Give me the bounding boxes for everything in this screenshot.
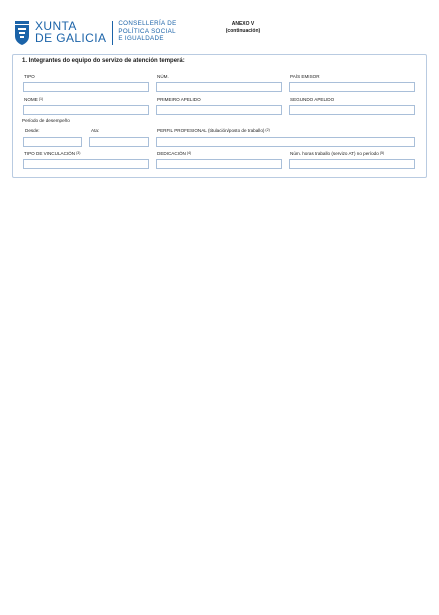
dedicacion-label: [157, 151, 191, 156]
pais-emisor-label: PAÍS EMISOR: [290, 74, 320, 79]
nome-label-text: NOME: [24, 97, 38, 102]
xunta-line-2: DE GALICIA: [35, 31, 107, 45]
conselleria-line-1: CONSELLERÍA DE: [118, 20, 177, 27]
xunta-logo: [14, 20, 177, 45]
team-members-section: [12, 54, 427, 178]
tipo-vinculacion-note: (3): [76, 151, 81, 155]
tipo-vinculacion-field[interactable]: [23, 159, 149, 169]
horas-field[interactable]: [289, 159, 415, 169]
segundo-apelido-field[interactable]: [289, 105, 415, 115]
perfil-field[interactable]: [156, 137, 415, 147]
dedicacion-text: DEDICACIÓN: [157, 151, 186, 156]
primeiro-apelido-field[interactable]: [156, 105, 282, 115]
desde-label: Desde:: [25, 128, 40, 133]
annex-subtitle: (continuación): [225, 28, 261, 34]
dedicacion-note: (4): [186, 151, 192, 155]
ata-label: Ata:: [91, 128, 100, 133]
tipo-vinculacion-text: TIPO DE VINCULACIÓN: [24, 151, 76, 156]
xunta-line-1: XUNTA: [35, 19, 77, 33]
horas-text: Núm. horas traballo (servizo AT) no período: [290, 151, 379, 156]
desde-field[interactable]: [23, 137, 82, 147]
nome-field[interactable]: [23, 105, 149, 115]
nome-note: (1): [38, 97, 44, 101]
annex-title: ANEXO V: [231, 21, 255, 27]
logo-divider: [112, 21, 113, 45]
ata-field[interactable]: [89, 137, 149, 147]
conselleria-line-2: POLÍTICA SOCIAL: [118, 27, 176, 35]
tipo-field[interactable]: [23, 82, 149, 92]
galicia-crest-icon: [14, 21, 30, 45]
dedicacion-field[interactable]: [156, 159, 282, 169]
conselleria-wordmark: [118, 20, 176, 43]
annex-heading: [208, 21, 278, 35]
conselleria-line-3: E IGUALDADE: [118, 35, 164, 42]
num-label: NÚM.: [157, 74, 169, 79]
xunta-wordmark: [35, 20, 106, 44]
tipo-vinculacion-label: [24, 151, 80, 156]
tipo-label: TIPO: [24, 74, 35, 79]
horas-label: [290, 151, 384, 156]
periodo-label: Período de desempeño: [22, 118, 70, 123]
nome-label: [24, 97, 43, 102]
document-header: [0, 0, 439, 60]
primeiro-apelido-label: PRIMEIRO APELIDO: [157, 97, 201, 102]
perfil-label: [157, 128, 270, 133]
perfil-note: (2): [265, 128, 270, 132]
section-title: 1. Integrantes do equipo do servizo de atención temperá:: [22, 58, 185, 64]
num-field[interactable]: [156, 82, 282, 92]
pais-emisor-field[interactable]: [289, 82, 415, 92]
segundo-apelido-label: SEGUNDO APELIDO: [290, 97, 335, 102]
horas-note: (5): [379, 151, 385, 155]
perfil-label-text: PERFIL PROFESIONAL (titulación/posto de traballo): [157, 128, 265, 133]
